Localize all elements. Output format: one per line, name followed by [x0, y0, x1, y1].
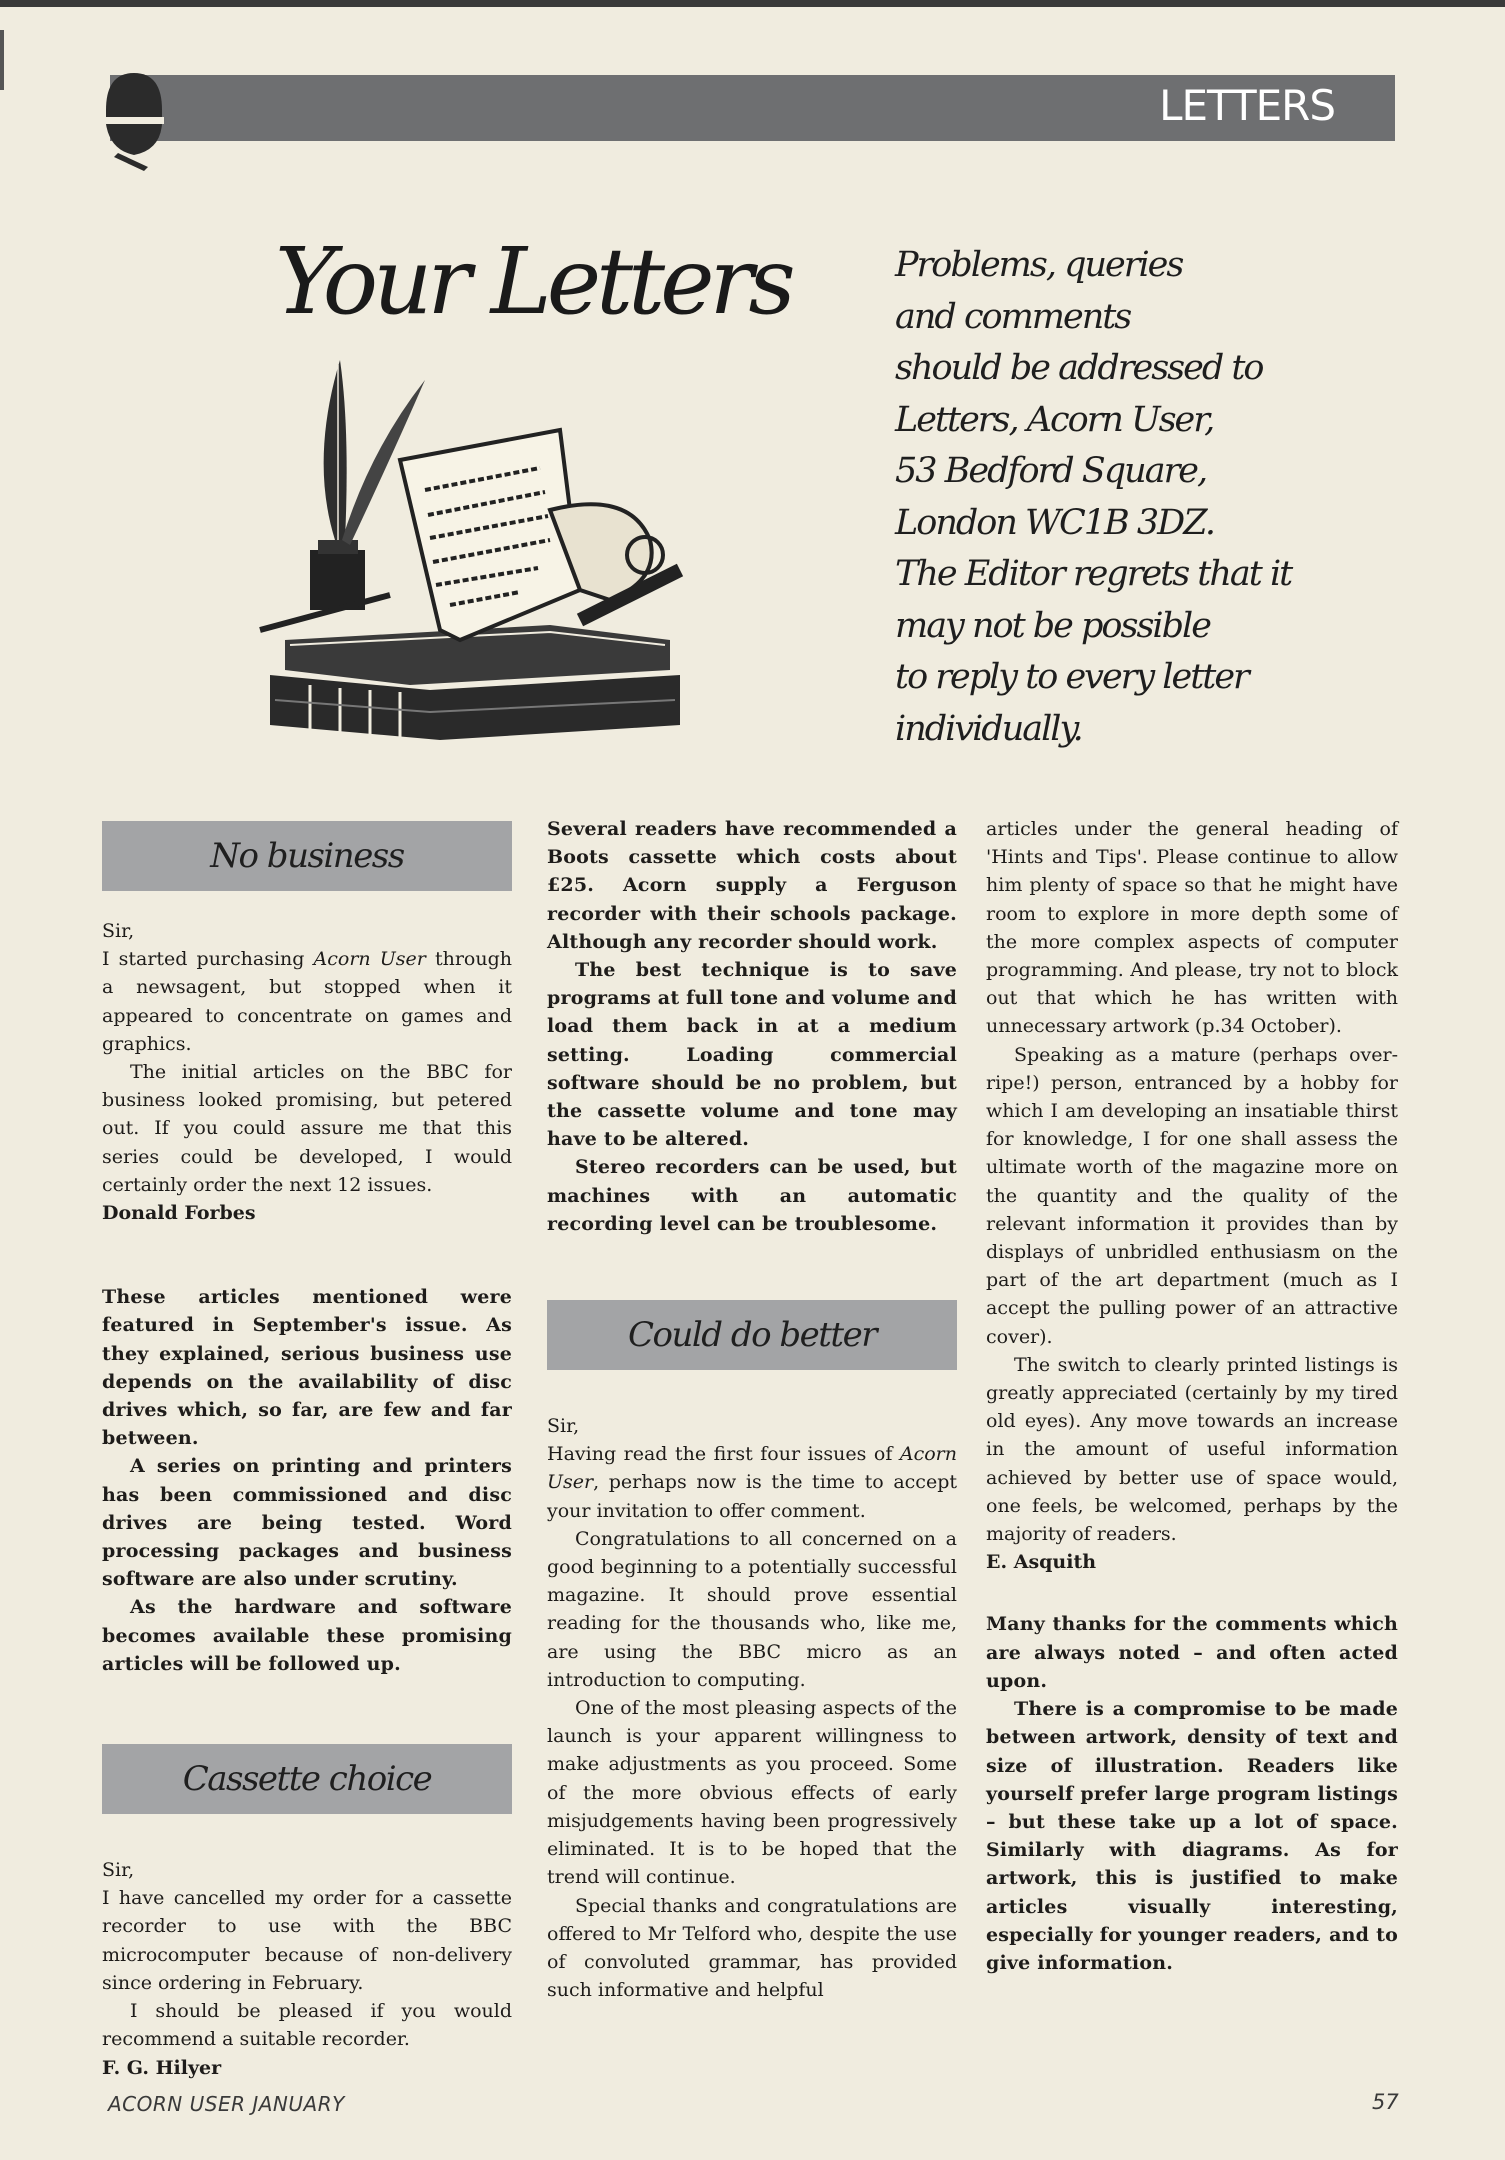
reply-paragraph: A series on printing and printers has been commissioned and disc drives are being tested. Word processing packages and business software are also under scrutiny.	[102, 1455, 512, 1591]
salutation: Sir,	[102, 920, 135, 942]
reply-paragraph: Many thanks for the comments which are always noted – and often acted upon.	[986, 1613, 1398, 1692]
letter-paragraph: articles under the general heading of 'Hints and Tips'. Please continue to allow him plenty of space so that he might have room to explore in more depth some of the more complex aspects of computer programming. And please, try not to block out that which he has written with unnecessary artwork (p.34 October).	[986, 818, 1398, 1038]
letter-paragraph: I started purchasing Acorn User through a newsagent, but stopped when it appeared to concentrate on games and graphics.	[102, 948, 512, 1055]
letter-heading: No business	[210, 835, 404, 876]
letter-paragraph: One of the most pleasing aspects of the launch is your apparent willingness to make adjustments as you proceed. Some of the more obvious effects of early misjudgements having been progressively eliminated. It is to be hoped that the trend will continue.	[547, 1697, 957, 1889]
editor-reply-could-do-better	[986, 1610, 1398, 1977]
letter-paragraph: Having read the first four issues of Acorn User, perhaps now is the time to accept your invitation to offer comment.	[547, 1443, 957, 1522]
address-line: Letters, Acorn User,	[895, 399, 1214, 440]
reply-paragraph: There is a compromise to be made between artwork, density of text and size of illustration. Readers like yourself prefer large program listings – but these take up a lot of space. Similarly with diagrams. As for artwork, this is justified to make articles visually interesting, especially for younger readers, and to give information.	[986, 1698, 1398, 1974]
letter-could-do-better	[547, 1412, 957, 2004]
reply-paragraph: Stereo recorders can be used, but machines with an automatic recording level can be troublesome.	[547, 1156, 957, 1235]
letter-paragraph: I have cancelled my order for a cassette recorder to use with the BBC microcomputer because of non-delivery since ordering in February.	[102, 1887, 512, 1994]
letter-paragraph: The initial articles on the BBC for business looked promising, but petered out. If you could assure me that this series could be developed, I would certainly order the next 12 issues.	[102, 1061, 512, 1196]
letter-could-do-better-continued	[986, 815, 1398, 1576]
salutation: Sir,	[547, 1415, 580, 1438]
top-rule	[0, 0, 1505, 7]
section-title: LETTERS	[1159, 81, 1335, 130]
address-line: and comments	[895, 296, 1131, 337]
page-number: 57	[1372, 2090, 1399, 2114]
letter-paragraph: Speaking as a mature (perhaps over-ripe!) person, entranced by a hobby for which I am developing an insatiable thirst for knowledge, I for one shall assess the ultimate worth of the magazine more on the quantity and the quality of the relevant information it provides than by displays of unbridled enthusiasm on the part of the art department (much as I accept the pulling power of an attractive cover).	[986, 1043, 1398, 1348]
heading-box-could-do-better	[547, 1300, 957, 1370]
heading-box-cassette-choice	[102, 1744, 512, 1814]
address-notice	[895, 240, 1315, 755]
reply-paragraph: The best technique is to save programs at full tone and volume and load them back in at a medium setting. Loading commercial software should be no problem, but the cassette volume and tone may have to be altered.	[547, 959, 957, 1151]
column-left	[102, 815, 512, 2082]
section-header-bar	[110, 75, 1395, 141]
address-line: may not be possible	[895, 605, 1210, 646]
letter-paragraph: Congratulations to all concerned on a good beginning to a potentially successful magazine. It should prove essential reading for the thousands who, like me, are using the BBC micro as an introduction to computing.	[547, 1527, 957, 1691]
letter-paragraph: The switch to clearly printed listings is greatly appreciated (certainly by my tired old eyes). Any move towards an increase in the amount of useful information achieved by better use of space would, one feels, be welcomed, perhaps by the majority of readers.	[986, 1353, 1398, 1546]
address-line: The Editor regrets that it	[895, 554, 1292, 594]
letter-paragraph: Special thanks and congratulations are offered to Mr Telford who, despite the use of convoluted grammar, has provided such informative and helpful	[547, 1894, 957, 2002]
binding-edge	[0, 30, 4, 90]
column-middle	[547, 815, 957, 2004]
address-line: individually.	[895, 708, 1082, 749]
letter-heading: Cassette choice	[182, 1758, 432, 1799]
address-line: to reply to every letter	[895, 657, 1248, 697]
heading-box-no-business	[102, 821, 512, 891]
acorn-logo-icon	[98, 65, 170, 175]
salutation: Sir,	[102, 1859, 135, 1882]
letter-cassette-choice	[102, 1856, 512, 2082]
signature: F. G. Hilyer	[102, 2056, 222, 2079]
letter-no-business	[102, 917, 512, 1227]
reply-paragraph: These articles mentioned were featured in September's issue. As they explained, serious business use depends on the availability of disc drives which, so far, are few and far between.	[102, 1286, 512, 1450]
page-title: Your Letters	[275, 228, 791, 335]
address-line: London WC1B 3DZ.	[895, 502, 1215, 543]
reply-paragraph: As the hardware and software becomes available these promising articles will be followed up.	[102, 1596, 512, 1675]
reply-paragraph: Several readers have recommended a Boots cassette which costs about £25. Acorn supply a Ferguson recorder with their schools package. Although any recorder should work.	[547, 818, 957, 953]
signature: E. Asquith	[986, 1551, 1097, 1574]
signature: Donald Forbes	[102, 1202, 256, 1225]
letter-paragraph: I should be pleased if you would recommend a suitable recorder.	[102, 2000, 512, 2051]
address-line: 53 Bedford Square,	[895, 451, 1207, 491]
address-line: should be addressed to	[895, 348, 1263, 388]
editor-reply	[102, 1283, 512, 1678]
letter-heading: Could do better	[628, 1314, 876, 1355]
column-right	[986, 815, 1398, 1977]
footer-publication: ACORN USER JANUARY	[108, 2092, 345, 2116]
address-line: Problems, queries	[895, 245, 1183, 285]
quill-and-books-illustration	[250, 340, 700, 740]
editor-reply-cassette	[547, 815, 957, 1238]
